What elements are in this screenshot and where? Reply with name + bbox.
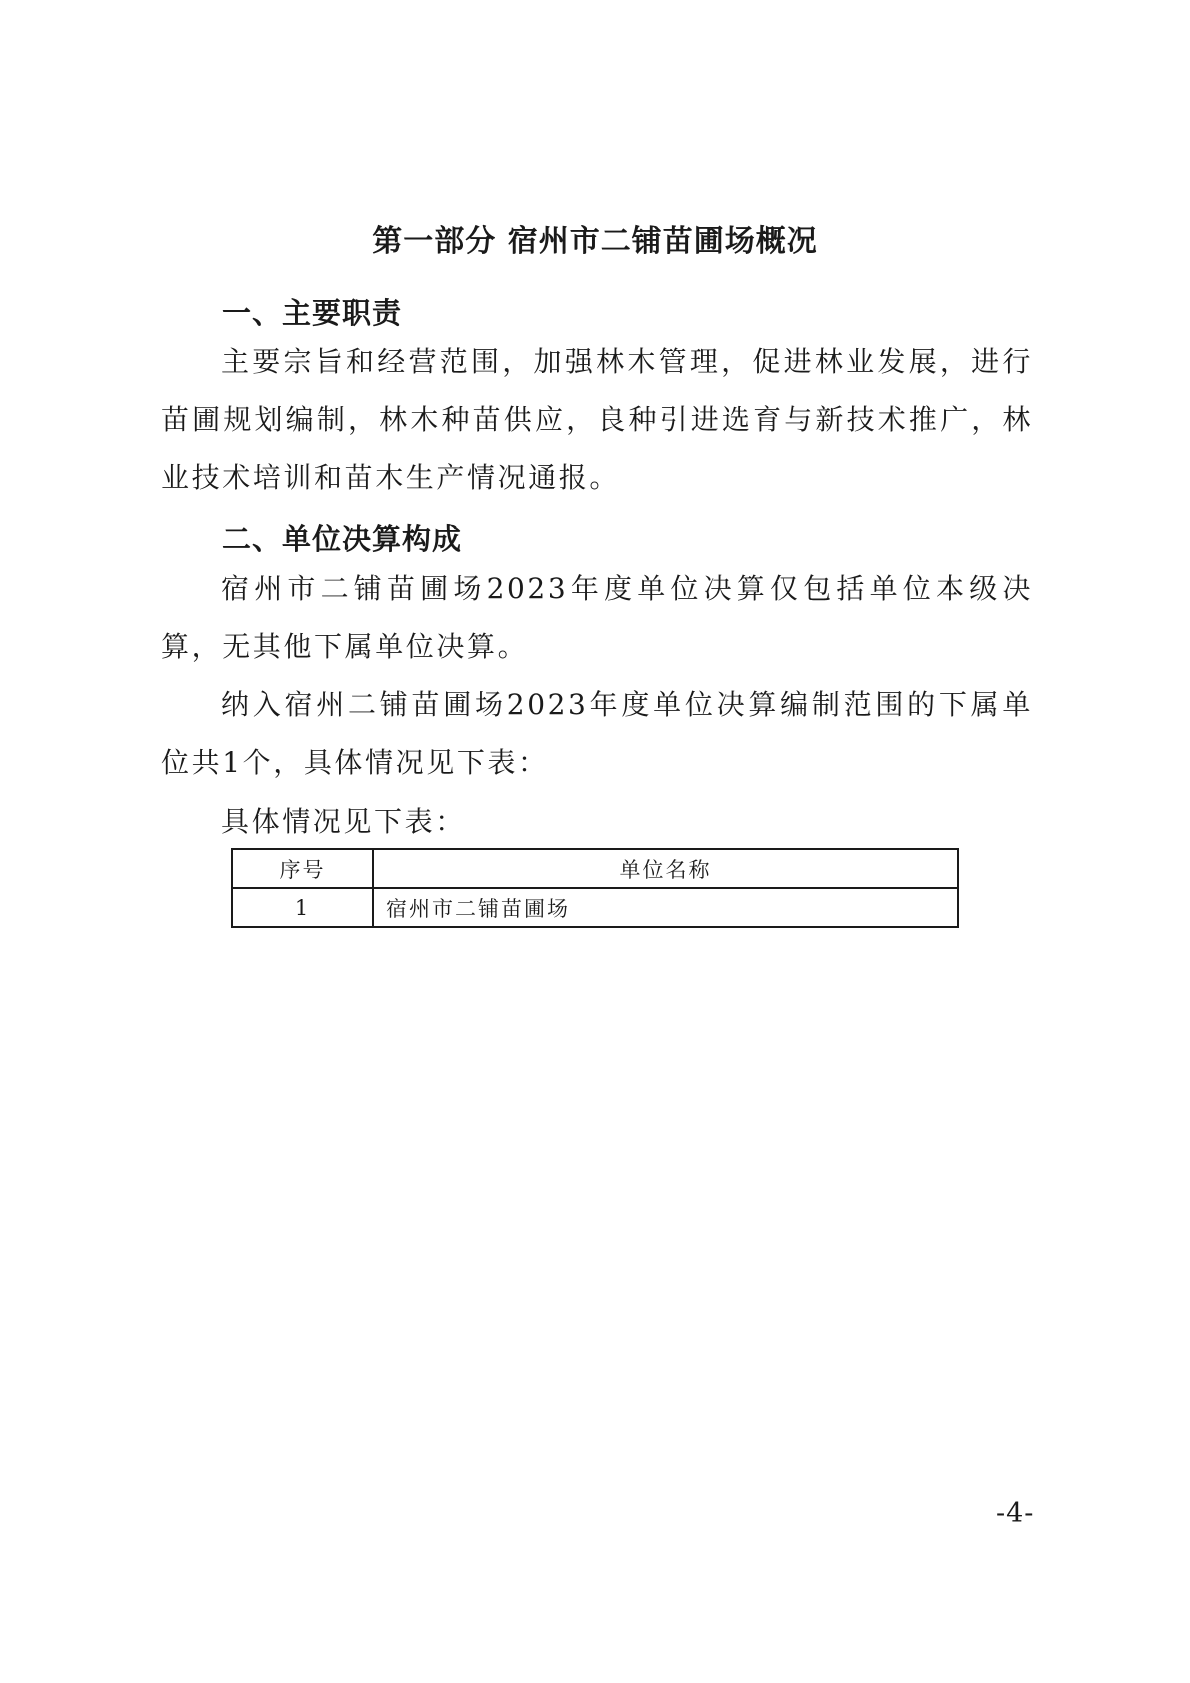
column-header-unit-name: 单位名称 xyxy=(373,849,958,888)
subordinate-units-paragraph: 纳入宿州二铺苗圃场2023年度单位决算编制范围的下属单位共1个，具体情况见下表： xyxy=(161,688,1033,779)
section-heading-main-duties: 一、主要职责 xyxy=(222,296,403,330)
column-header-index: 序号 xyxy=(232,849,373,888)
table-cell-index: 1 xyxy=(232,888,373,927)
table-row xyxy=(232,888,958,927)
composition-paragraph: 宿州市二铺苗圃场2023年度单位决算仅包括单位本级决算，无其他下属单位决算。 xyxy=(161,572,1033,663)
see-table-paragraph: 具体情况见下表： xyxy=(221,805,466,838)
units-table xyxy=(231,848,959,928)
table-cell-unit-name: 宿州市二铺苗圃场 xyxy=(373,888,958,927)
page-number: -4- xyxy=(996,1498,1035,1529)
duties-paragraph: 主要宗旨和经营范围，加强林木管理，促进林业发展，进行苗圃规划编制，林木种苗供应，良种引进选育与新技术推广，林业技术培训和苗木生产情况通报。 xyxy=(161,345,1033,494)
section-heading-budget-composition: 二、单位决算构成 xyxy=(222,522,463,556)
page-title: 第一部分 宿州市二铺苗圃场概况 xyxy=(372,224,818,259)
table-header-row xyxy=(232,849,958,888)
